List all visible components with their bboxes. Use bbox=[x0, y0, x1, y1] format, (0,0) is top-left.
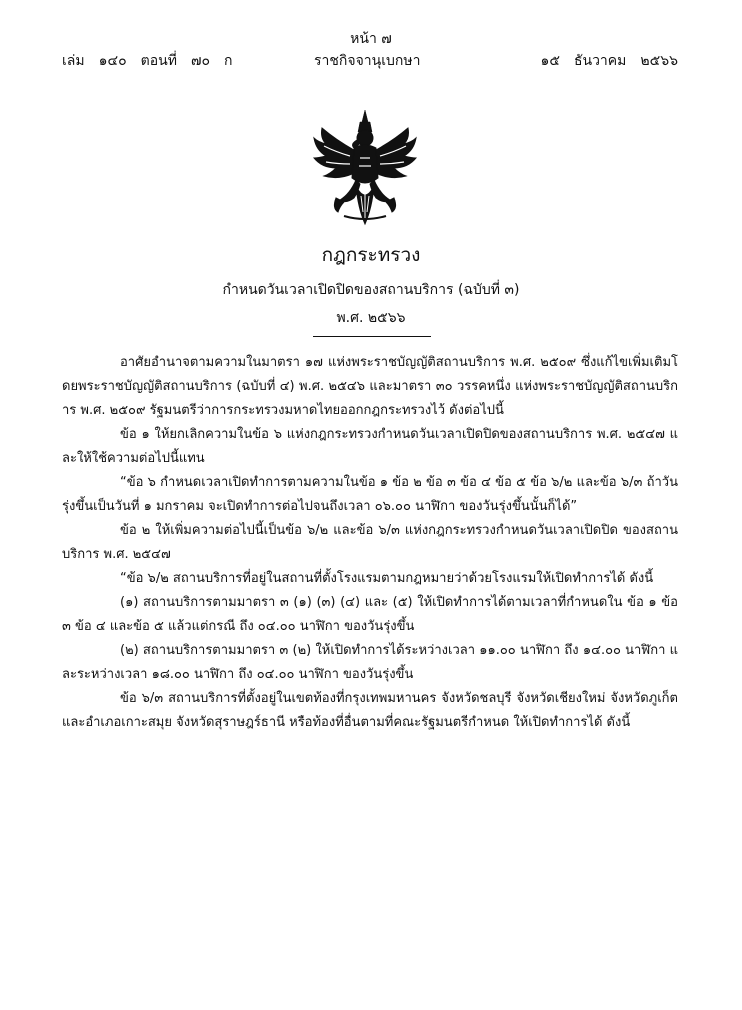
running-header bbox=[62, 50, 678, 70]
date-day: ๑๕ bbox=[540, 53, 560, 69]
section-number: ๗๐ bbox=[190, 53, 211, 69]
volume-number: ๑๔๐ bbox=[98, 53, 127, 69]
part-label: ก bbox=[224, 53, 233, 69]
clause-paragraph: ข้อ ๑ ให้ยกเลิกความในข้อ ๖ แห่งกฎกระทรวงกำหนดวันเวลาเปิดปิดของสถานบริการ พ.ศ. ๒๕๔๗ และให้ใช้ความต่อไปนี้แทน bbox=[62, 427, 678, 466]
volume-label: เล่ม bbox=[62, 53, 85, 69]
preamble-paragraph: อาศัยอำนาจตามความในมาตรา ๑๗ แห่งพระราชบัญญัติสถานบริการ พ.ศ. ๒๕๐๙ ซึ่งแก้ไขเพิ่มเติมโดยพระราชบัญญัติสถานบริการ (ฉบับที่ ๔) พ.ศ. ๒๕๔๖ และมาตรา ๓๐ วรรคหนึ่ง แห่งพระราชบัญญัติสถานบริการ พ.ศ. ๒๕๐๙ รัฐมนตรีว่าการกระทรวงมหาดไทยออกกฎกระทรวงไว้ ดังต่อไปนี้ bbox=[62, 355, 678, 418]
subclause-paragraph: (๑) สถานบริการตามมาตรา ๓ (๑) (๓) (๔) และ (๕) ให้เปิดทำการได้ตามเวลาที่กำหนดใน ข้อ ๑ ข้อ ๓ ข้อ ๔ และข้อ ๕ แล้วแต่กรณี ถึง ๐๔.๐๐ นาฬิกา ของวันรุ่งขึ้น bbox=[62, 595, 678, 634]
clause-paragraph: “ข้อ ๖ กำหนดเวลาเปิดทำการตามความในข้อ ๑ ข้อ ๒ ข้อ ๓ ข้อ ๔ ข้อ ๕ ข้อ ๖/๒ และข้อ ๖/๓ ถ้าวันรุ่งขึ้นเป็นวันที่ ๑ มกราคม จะเปิดทำการต่อไปจนถึงเวลา ๐๖.๐๐ นาฬิกา ของวันรุ่งขึ้นนั้นก็ได้” bbox=[62, 475, 678, 514]
section-label: ตอนที่ bbox=[140, 53, 177, 69]
date-year: ๒๕๖๖ bbox=[640, 53, 678, 69]
publication-date bbox=[526, 50, 678, 72]
clause-paragraph: “ข้อ ๖/๒ สถานบริการที่อยู่ในสถานที่ตั้งโรงแรมตามกฎหมายว่าด้วยโรงแรมให้เปิดทำการได้ ดังนี้ bbox=[120, 571, 654, 586]
clause-paragraph: ข้อ ๒ ให้เพิ่มความต่อไปนี้เป็นข้อ ๖/๒ และข้อ ๖/๓ แห่งกฎกระทรวงกำหนดวันเวลาเปิดปิด ของสถานบริการ พ.ศ. ๒๕๔๗ bbox=[62, 523, 678, 562]
clause-paragraph: ข้อ ๖/๓ สถานบริการที่ตั้งอยู่ในเขตท้องที่กรุงเทพมหานคร จังหวัดชลบุรี จังหวัดเชียงใหม่ จังหวัดภูเก็ต และอำเภอเกาะสมุย จังหวัดสุราษฎร์ธานี หรือท้องที่อื่นตามที่คณะรัฐมนตรีกำหนด ให้เปิดทำการได้ ดังนี้ bbox=[62, 691, 678, 730]
document-year: พ.ศ. ๒๕๖๖ bbox=[336, 310, 406, 326]
publication-name: ราชกิจจานุเบกษา bbox=[314, 53, 421, 69]
volume-info bbox=[62, 50, 247, 72]
page-number: หน้า ๗ bbox=[350, 31, 392, 47]
document-subtitle: กำหนดวันเวลาเปิดปิดของสถานบริการ (ฉบับที่ ๓) bbox=[222, 282, 520, 298]
document-body bbox=[62, 351, 678, 735]
document-title: กฎกระทรวง bbox=[321, 244, 421, 266]
garuda-emblem-icon bbox=[310, 108, 420, 228]
title-divider bbox=[313, 336, 431, 337]
date-month: ธันวาคม bbox=[573, 53, 627, 69]
subclause-paragraph: (๒) สถานบริการตามมาตรา ๓ (๒) ให้เปิดทำการได้ระหว่างเวลา ๑๑.๐๐ นาฬิกา ถึง ๑๔.๐๐ นาฬิกา และระหว่างเวลา ๑๘.๐๐ นาฬิกา ถึง ๐๔.๐๐ นาฬิกา ของวันรุ่งขึ้น bbox=[62, 643, 678, 682]
